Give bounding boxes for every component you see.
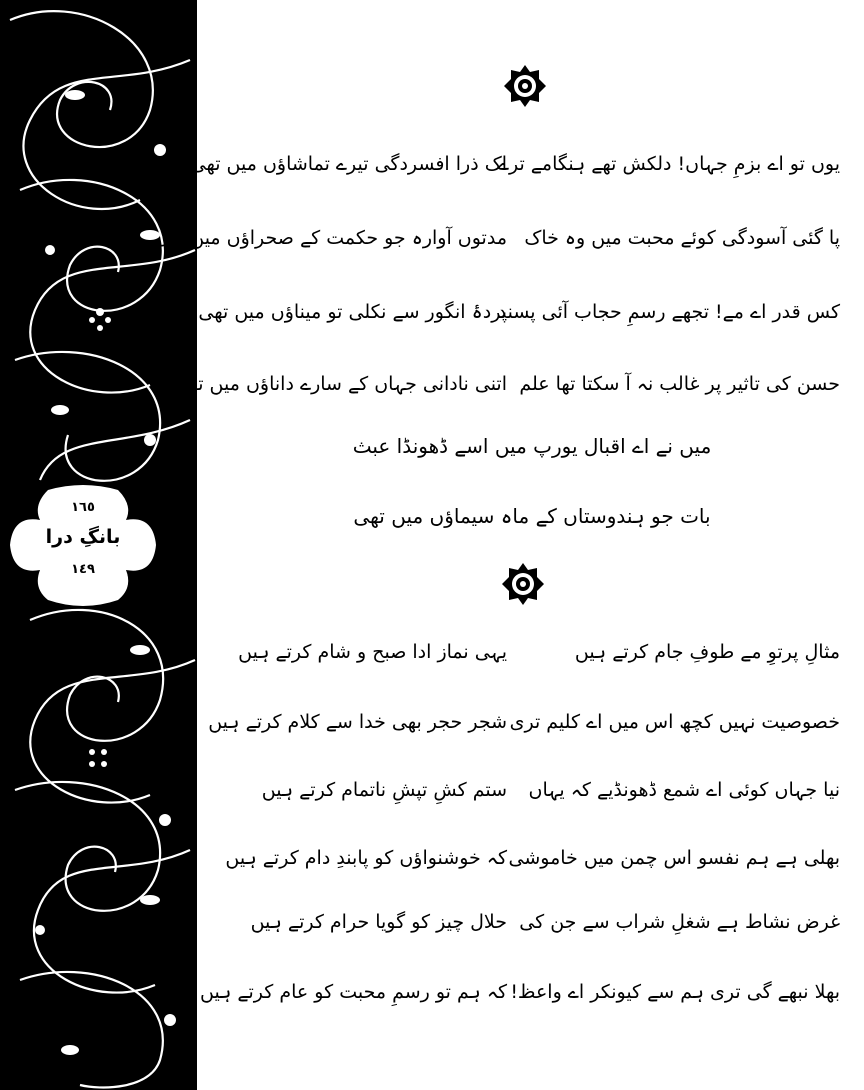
poem2-couplet2-second: شجر حجر بھی خدا سے کلام کرتے ہیں [208,711,507,733]
poem2-couplet1-first: مثالِ پرتوِ مے طوفِ جام کرتے ہیں [574,641,840,663]
poem2-couplet3-second: ستم کشِ تپشِ ناتمام کرتے ہیں [261,779,507,801]
rosette-ornament-icon [501,562,545,606]
poem2-couplet1-second: یہی نماز ادا صبح و شام کرتے ہیں [238,641,507,663]
poem2-couplet5-second: حلال چیز کو گویا حرام کرتے ہیں [250,911,507,933]
page-content [154,0,864,1090]
page-number-top: ١٦٥ [71,500,95,515]
poem1-couplet4-first: حسن کی تاثیر پر غالب نہ آ سکتا تھا علم [519,373,840,395]
poem1-final-first: میں نے اے اقبال یورپ میں اسے ڈھونڈا عبث [352,434,712,458]
poem1-couplet4-second: اتنی نادانی جہاں کے سارے داناؤں میں تھی [173,373,507,395]
rosette-ornament-icon [503,64,547,108]
poem1-couplet1-first: یوں تو اے بزمِ جہاں! دلکش تھے ہنگامے ترے [497,153,840,175]
poem1-couplet1-second: اک ذرا افسردگی تیرے تماشاؤں میں تھی [190,153,507,175]
poem1-couplet2-second: مدتوں آوارہ جو حکمت کے صحراؤں میں تھی [154,227,507,249]
poem2-couplet5-first: غرض نشاط ہے شغلِ شراب سے جن کی [519,911,840,933]
poem1-couplet3-first: کس قدر اے مے! تجھے رسمِ حجاب آئی پسند [497,301,840,323]
poem2-couplet4-first: بھلی ہے ہم نفسو اس چمن میں خاموشی [508,847,840,869]
poem2-couplet6-first: بھلا نبھے گی تری ہم سے کیونکر اے واعظ! [510,981,840,1003]
poem1-final-second: بات جو ہندوستاں کے ماہ سیماؤں میں تھی [353,504,711,528]
poem2-couplet4-second: کہ خوشنواؤں کو پابندِ دام کرتے ہیں [225,847,507,869]
cartouche [8,480,158,610]
poem2-couplet2-first: خصوصیت نہیں کچھ اس میں اے کلیم تری [509,711,840,733]
poem1-couplet3-second: پردۂ انگور سے نکلی تو میناؤں میں تھی [198,301,507,323]
page-number-bottom: ١٤٩ [71,562,95,577]
poem2-couplet6-second: کہ ہم تو رسمِ محبت کو عام کرتے ہیں [200,981,507,1003]
decorative-border [0,0,197,1090]
book-title: بانگِ درا [45,526,121,548]
poem2-couplet3-first: نیا جہاں کوئی اے شمع ڈھونڈیے کہ یہاں [528,779,840,801]
poem1-couplet2-first: پا گئی آسودگی کوئے محبت میں وہ خاک [524,227,840,249]
